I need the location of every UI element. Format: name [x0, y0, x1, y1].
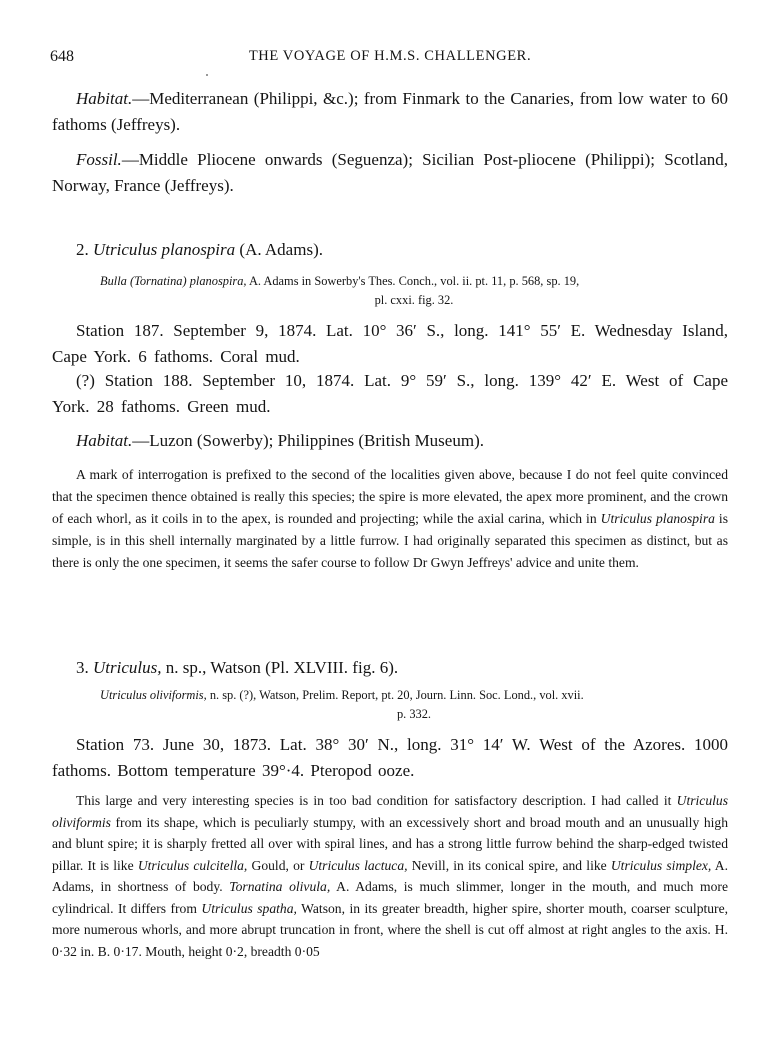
- fossil-paragraph: [52, 147, 728, 199]
- description-text: from its shape, which is peculiarly stumpy, with an excessively short and broad mouth and an unusually high and blunt spire; it is sharply fretted all over with spiral lines, and has a strong little furrow behind the sharp-edged twisted pillar. It is like: [52, 814, 728, 873]
- synonym-citation-3: [100, 686, 728, 724]
- remarks-paragraph-2: [52, 464, 728, 574]
- description-text: Nevill, in its conical spire, and like: [407, 857, 611, 873]
- synonym-citation-2: [100, 272, 728, 310]
- synonym-text-cont: pl. cxxi. fig. 32.: [374, 293, 454, 307]
- habitat-text: —Mediterranean (Philippi, &c.); from Finmark to the Canaries, from low water to 60 fathoms (Jeffreys).: [52, 89, 728, 134]
- synonym-name: Utriculus oliviformis,: [100, 688, 207, 702]
- description-italic: Utriculus spatha,: [201, 900, 297, 916]
- species-name: Utriculus,: [93, 658, 162, 677]
- description-text: Watson, in its greater breadth, higher spire, shorter mouth, coarser sculpture, more numerous whorls, and more abrupt truncation in front, where the shell is cut off almost at right angles to the axis. H. 0·32 in. B. 0·17. Mouth, height 0·2, breadth 0·05: [52, 900, 729, 959]
- species-author: n. sp., Watson (Pl. XLVIII. fig. 6).: [165, 658, 399, 677]
- synonym-text: n. sp. (?), Watson, Prelim. Report, pt. 20, Journ. Linn. Soc. Lond., vol. xvii.: [209, 688, 584, 702]
- description-italic: Utriculus oliviformis: [52, 793, 728, 830]
- description-italic: Utriculus culcitella,: [137, 857, 248, 873]
- fossil-label: Fossil.: [76, 150, 122, 169]
- remarks-text: A mark of interrogation is prefixed to the second of the localities given above, because I do not feel quite convinced that the specimen thence obtained is really this species; the spire is more elevated, the apex more prominent, and the crown of each whorl, as it coils in to the apex, is rounded and projecting; while the axial carina, which in: [52, 467, 728, 526]
- habitat-paragraph-2: [52, 428, 728, 454]
- species-number: 3.: [76, 658, 89, 677]
- scan-speck: [206, 74, 208, 76]
- description-text: A. Adams, in shortness of body.: [52, 857, 728, 894]
- habitat-label: Habitat.: [76, 89, 133, 108]
- description-text: A. Adams, is much slimmer, longer in the mouth, and much more cylindrical. It differs from: [52, 879, 728, 916]
- species-name: Utriculus planospira: [93, 240, 236, 259]
- description-text: Gould, or: [247, 857, 309, 873]
- station-record: Station 73. June 30, 1873. Lat. 38° 30′ N., long. 31° 14′ W. West of the Azores. 1000 fathoms. Bottom temperature 39°·4. Pteropod ooze.: [52, 735, 728, 780]
- running-title: THE VOYAGE OF H.M.S. CHALLENGER.: [248, 48, 532, 64]
- page-number: 648: [50, 48, 74, 65]
- description-italic: Utriculus lactuca,: [308, 857, 408, 873]
- remarks-text: is simple, is in this shell internally marginated by a little furrow. I had originally separated this specimen as distinct, but as there is only the one specimen, it seems the safer course to follow Dr Gwyn Jeffreys' advice and unite them.: [52, 511, 728, 570]
- habitat-label: Habitat.: [76, 431, 133, 450]
- fossil-text: —Middle Pliocene onwards (Seguenza); Sicilian Post-pliocene (Philippi); Scotland, Norway, France (Jeffreys).: [52, 150, 728, 195]
- species-number: 2.: [76, 240, 89, 259]
- synonym-text-cont: p. 332.: [396, 707, 432, 721]
- description-italic: Utriculus simplex,: [610, 857, 712, 873]
- species-heading-3: [76, 656, 398, 680]
- remarks-italic: Utriculus planospira: [600, 511, 715, 526]
- habitat-paragraph: [52, 86, 728, 138]
- synonym-name: Bulla (Tornatina) planospira,: [100, 274, 247, 288]
- description-italic: Tornatina olivula,: [229, 879, 331, 894]
- station-record: Station 187. September 9, 1874. Lat. 10° 36′ S., long. 141° 55′ E. Wednesday Island, Cape York. 6 fathoms. Coral mud.: [52, 321, 728, 366]
- page-header: [50, 48, 730, 68]
- description-paragraph-3: [52, 790, 728, 962]
- synonym-text: A. Adams in Sowerby's Thes. Conch., vol. ii. pt. 11, p. 568, sp. 19,: [248, 274, 580, 288]
- species-heading-2: [76, 238, 323, 262]
- habitat-text: —Luzon (Sowerby); Philippines (British Museum).: [132, 431, 484, 450]
- species-author: (A. Adams).: [239, 240, 323, 259]
- description-text: This large and very interesting species is in too bad condition for satisfactory description. I had called it: [76, 793, 677, 808]
- station-record: (?) Station 188. September 10, 1874. Lat. 9° 59′ S., long. 139° 42′ E. West of Cape York. 28 fathoms. Green mud.: [52, 371, 728, 416]
